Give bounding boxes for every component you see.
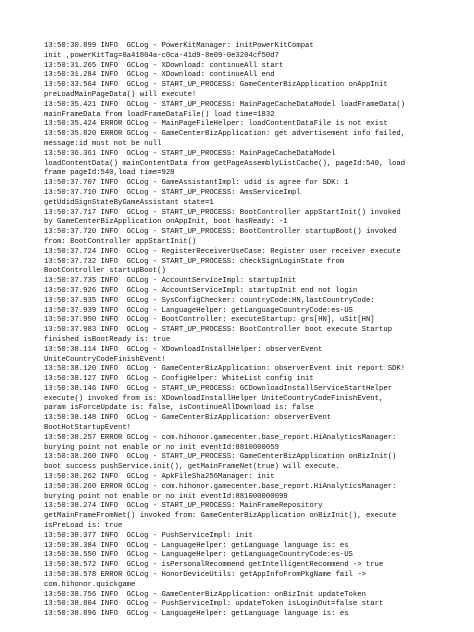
log-line: execute() invoked from is: XDownloadInstallHelper UniteCountryCodeFinishEvent, (44, 394, 384, 403)
log-line: 13:50:38.257 ERROR GCLog - com.hihonor.gamecenter.base_report.HiAnalyticsManager: (44, 433, 397, 442)
log-line: 13:50:38.260 ERROR GCLog - com.hihonor.gamecenter.base_report.HiAnalyticsManager: (44, 482, 397, 491)
log-line: 13:50:38.260 INFO GCLog - START_UP_PROCESS: GameCenterBizApplication onBizInit() (44, 453, 397, 462)
log-line: 13:50:37.720 INFO GCLog - START_UP_PROCESS: BootController startupBoot() invoked (44, 228, 397, 237)
log-line: 13:50:37.926 INFO GCLog - AccountServiceImpl: startupInit end not login (44, 286, 358, 295)
log-line: 13:50:38.550 INFO GCLog - LanguageHelper: getLanguageCountryCode:es-US (44, 551, 353, 560)
log-line: 13:50:33.564 INFO GCLog - START_UP_PROCESS: GameCenterBizApplication onAppInit (44, 81, 388, 90)
log-line: 13:50:30.899 INFO GCLog - PowerKitManager: initPowerKitCompat (44, 42, 314, 50)
log-line: 13:50:38.120 INFO GCLog - GameCenterBizApplication: observerEvent init report SDK! (44, 365, 406, 374)
log-line: com.hihonor.quickgame (44, 580, 136, 589)
log-line: 13:50:38.262 INFO GCLog - ApkFileSha256Manager: init (44, 473, 275, 482)
log-line: 13:50:37.710 INFO GCLog - START_UP_PROCESS: AmsServiceImpl (44, 188, 301, 197)
log-line: getMainFrameFromNet() invoked from: GameCenterBizApplication onBizInit(), execute (44, 512, 397, 521)
log-line: 13:50:31.284 INFO GCLog - XDownload: continueAll end (44, 71, 275, 80)
log-line: 13:50:35.424 ERROR GCLog - MainPageFileHelper: loadContentDataFile is not exist (44, 120, 388, 129)
log-line: 13:50:38.756 INFO GCLog - GameCenterBizApplication: onBizInit updateToken (44, 590, 366, 599)
log-line: 13:50:37.724 INFO GCLog - RegisterReceiverUseCase: Register user receiver execute (44, 247, 401, 256)
log-line: 13:50:37.732 INFO GCLog - START_UP_PROCESS: checkSignLoginState from (44, 257, 345, 266)
log-line: 13:50:37.939 INFO GCLog - LanguageHelper: getLanguageCountryCode:es-US (44, 306, 353, 315)
log-line: by GameCenterBizApplication onAppInit, boot hasReady: -1 (44, 218, 288, 227)
log-line: 13:50:38.572 INFO GCLog - isPersonalRecommend getIntelligentRecommend -> true (44, 561, 384, 570)
log-line: 13:50:38.578 ERROR GCLog - HonorDeviceUtils: getAppInfoFromPkgName fail -> (44, 571, 366, 580)
log-line: frame pageId:540,load time=928 (44, 169, 175, 178)
log-line: 13:50:38.274 INFO GCLog - START_UP_PROCESS: MainFrameRepository (44, 502, 323, 511)
log-line: 13:50:37.950 INFO GCLog - BootController: executeStartup: grs[HN], uSit[HN] (44, 316, 375, 325)
log-line: finished isBootReady is: true (44, 335, 171, 344)
log-line: mainFrameData from loadFrameDataFile() load time=1832 (44, 110, 275, 119)
log-line: BootHotStartupEvent! (44, 424, 132, 433)
log-line: boot success pushService.init(), getMainFrameNet(true) will execute. (44, 463, 340, 472)
log-line: BootController startupBoot() (44, 267, 166, 276)
log-line: init ,powerKitTag=8a41804a-c0ca-41d9-8e09-0e3204cf50d7 (44, 51, 279, 60)
log-line: preLoadMainPageData() will execute! (44, 90, 197, 99)
log-line: 13:50:37.735 INFO GCLog - AccountServiceImpl: startupInit (44, 277, 297, 286)
log-line: 13:50:37.717 INFO GCLog - START_UP_PROCESS: BootController appStartInit() invoked (44, 208, 401, 217)
log-text-block (44, 42, 460, 620)
log-line: burying point not enable or no init eventId:8810000059 (44, 443, 279, 452)
log-line: 13:50:37.707 INFO GCLog - GameAssistantImpl: udid is agree for SDK: 1 (44, 179, 349, 188)
log-line: UniteCountryCodeFinishEvent! (44, 355, 166, 364)
log-line: 13:50:38.804 INFO GCLog - PushServiceImpl: updateToken isLoginOut=false start (44, 600, 384, 609)
log-line: 13:50:38.377 INFO GCLog - PushServiceImpl: init (44, 531, 253, 540)
log-line: message:id must not be null (44, 139, 162, 148)
log-line: getUdidSignStateByGameAssistant state=1 (44, 198, 214, 207)
log-line: burying point not enable or no init eventId:881000000099 (44, 492, 288, 501)
log-line: 13:50:31.265 INFO GCLog - XDownload: continueAll start (44, 61, 284, 70)
log-line: 13:50:38.896 INFO GCLog - LanguageHelper: getLanguage language is: es (44, 610, 349, 619)
log-line: 13:50:38.384 INFO GCLog - LanguageHelper: getLanguage language is: es (44, 541, 349, 550)
log-line: param isForceUpdate is: false, isContinueAllDownload is: false (44, 404, 314, 413)
log-line: 13:50:37.935 INFO GCLog - SysConfigChecker: countryCode:HN,lastCountryCode: (44, 296, 375, 305)
log-line: from: BootController appStartInit() (44, 237, 197, 246)
log-line: 13:50:38.127 INFO GCLog - ConfigHelper: WhiteList config init (44, 375, 314, 384)
log-line: 13:50:35.820 ERROR GCLog - GameCenterBizApplication: get advertisement info failed, (44, 130, 406, 139)
log-line: 13:50:38.148 INFO GCLog - GameCenterBizApplication: observerEvent (44, 414, 332, 423)
log-line: loadContentData() mainContentData from getPageAssemblyListCache(), pageId:540, load (44, 159, 406, 168)
log-line: 13:50:36.361 INFO GCLog - START_UP_PROCESS: MainPageCacheDataModel (44, 149, 336, 158)
log-line: isPreLoad is: true (44, 522, 123, 531)
log-line: 13:50:37.983 INFO GCLog - START_UP_PROCESS: BootController boot execute Startup (44, 326, 393, 335)
log-line: 13:50:38.146 INFO GCLog - START_UP_PROCESS: GCDownloadInstallServiceStartHelper (44, 384, 393, 393)
log-line: 13:50:35.421 INFO GCLog - START_UP_PROCESS: MainPageCacheDataModel loadFrameData() (44, 100, 406, 109)
log-line: 13:50:38.114 INFO GCLog - XDownloadInstallHelper: observerEvent (44, 345, 323, 354)
